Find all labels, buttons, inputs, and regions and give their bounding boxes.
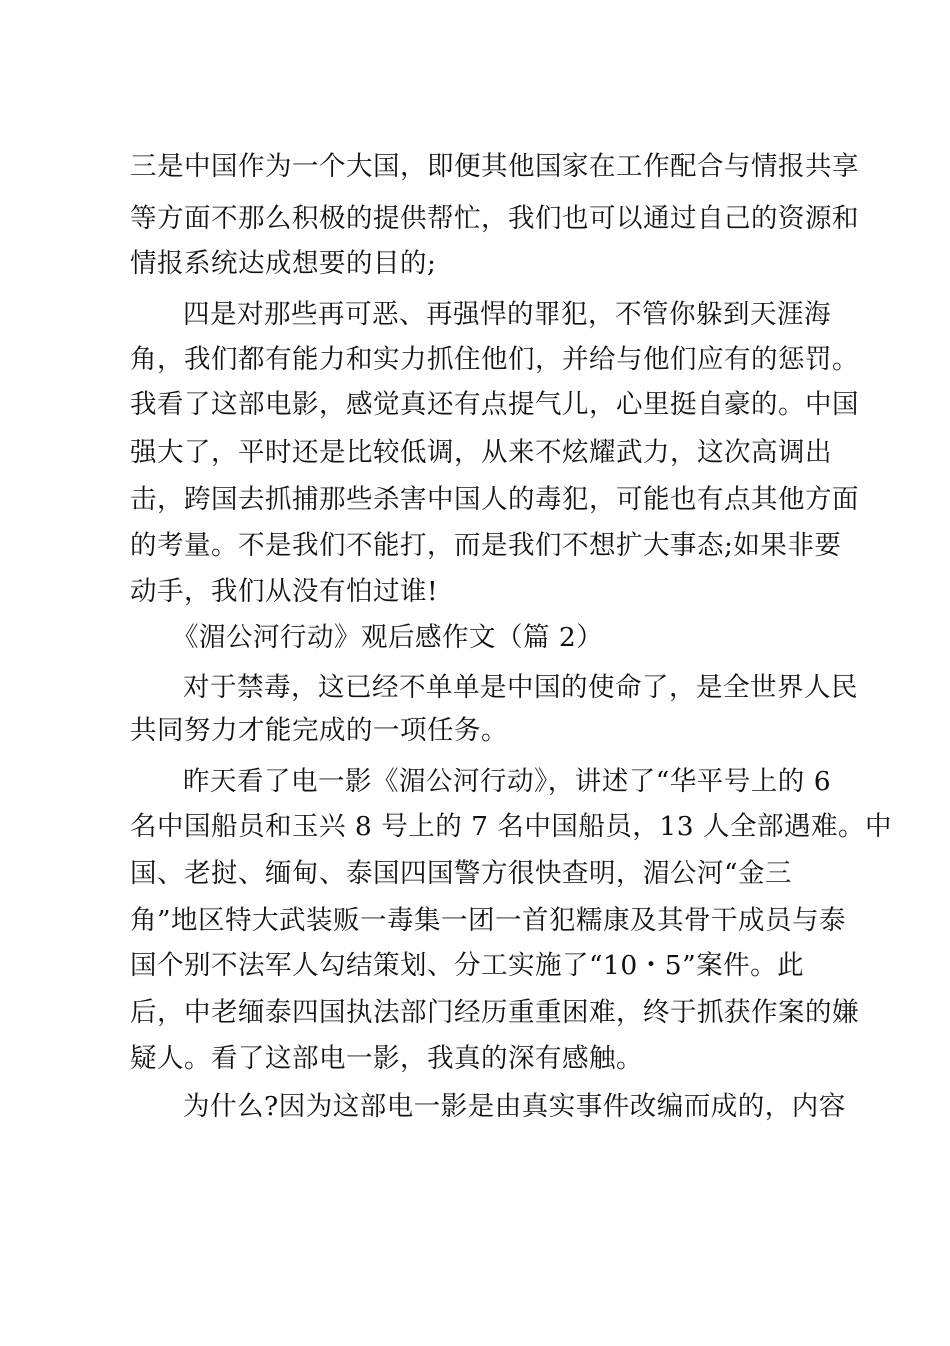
paragraph-line: 对于禁毒，这已经不单单是中国的使命了，是全世界人民 (183, 672, 858, 703)
paragraph-line: 情报系统达成想要的目的; (130, 248, 437, 279)
paragraph-line: 我看了这部电影，感觉真还有点提气儿，心里挺自豪的。中国 (130, 389, 859, 420)
paragraph-line: 疑人。看了这部电一影，我真的深有感触。 (130, 1043, 643, 1074)
paragraph-line: 角”地区特大武装贩一毒集一团一首犯糯康及其骨干成员与泰 (130, 905, 847, 936)
section-heading: 《湄公河行动》观后感作文（篇 2） (172, 622, 604, 653)
paragraph-line: 动手，我们从没有怕过谁! (130, 576, 439, 607)
paragraph-line: 角，我们都有能力和实力抓住他们，并给与他们应有的惩罚。 (130, 344, 859, 375)
paragraph-line: 后，中老缅泰四国执法部门经历重重困难，终于抓获作案的嫌 (130, 997, 859, 1028)
paragraph-line: 的考量。不是我们不能打，而是我们不想扩大事态;如果非要 (130, 530, 842, 561)
paragraph-line: 等方面不那么积极的提供帮忙，我们也可以通过自己的资源和 (130, 203, 859, 234)
paragraph-line: 击，跨国去抓捕那些杀害中国人的毒犯，可能也有点其他方面 (130, 484, 859, 515)
paragraph-line: 强大了，平时还是比较低调，从来不炫耀武力，这次高调出 (130, 437, 832, 468)
paragraph-line: 名中国船员和玉兴 8 号上的 7 名中国船员，13 人全部遇难。中 (130, 811, 893, 842)
paragraph-line: 三是中国作为一个大国，即便其他国家在工作配合与情报共享 (130, 151, 859, 182)
paragraph-line: 四是对那些再可恶、再强悍的罪犯，不管你躲到天涯海 (183, 299, 831, 330)
paragraph-line: 国、老挝、缅甸、泰国四国警方很快查明，湄公河“金三 (130, 858, 793, 889)
paragraph-line: 国个别不法军人勾结策划、分工实施了“10・5”案件。此 (130, 950, 805, 981)
paragraph-line: 昨天看了电一影《湄公河行动》，讲述了“华平号上的 6 (183, 766, 832, 797)
paragraph-line: 为什么?因为这部电一影是由真实事件改编而成的，内容 (183, 1091, 846, 1122)
paragraph-line: 共同努力才能完成的一项任务。 (130, 715, 508, 746)
